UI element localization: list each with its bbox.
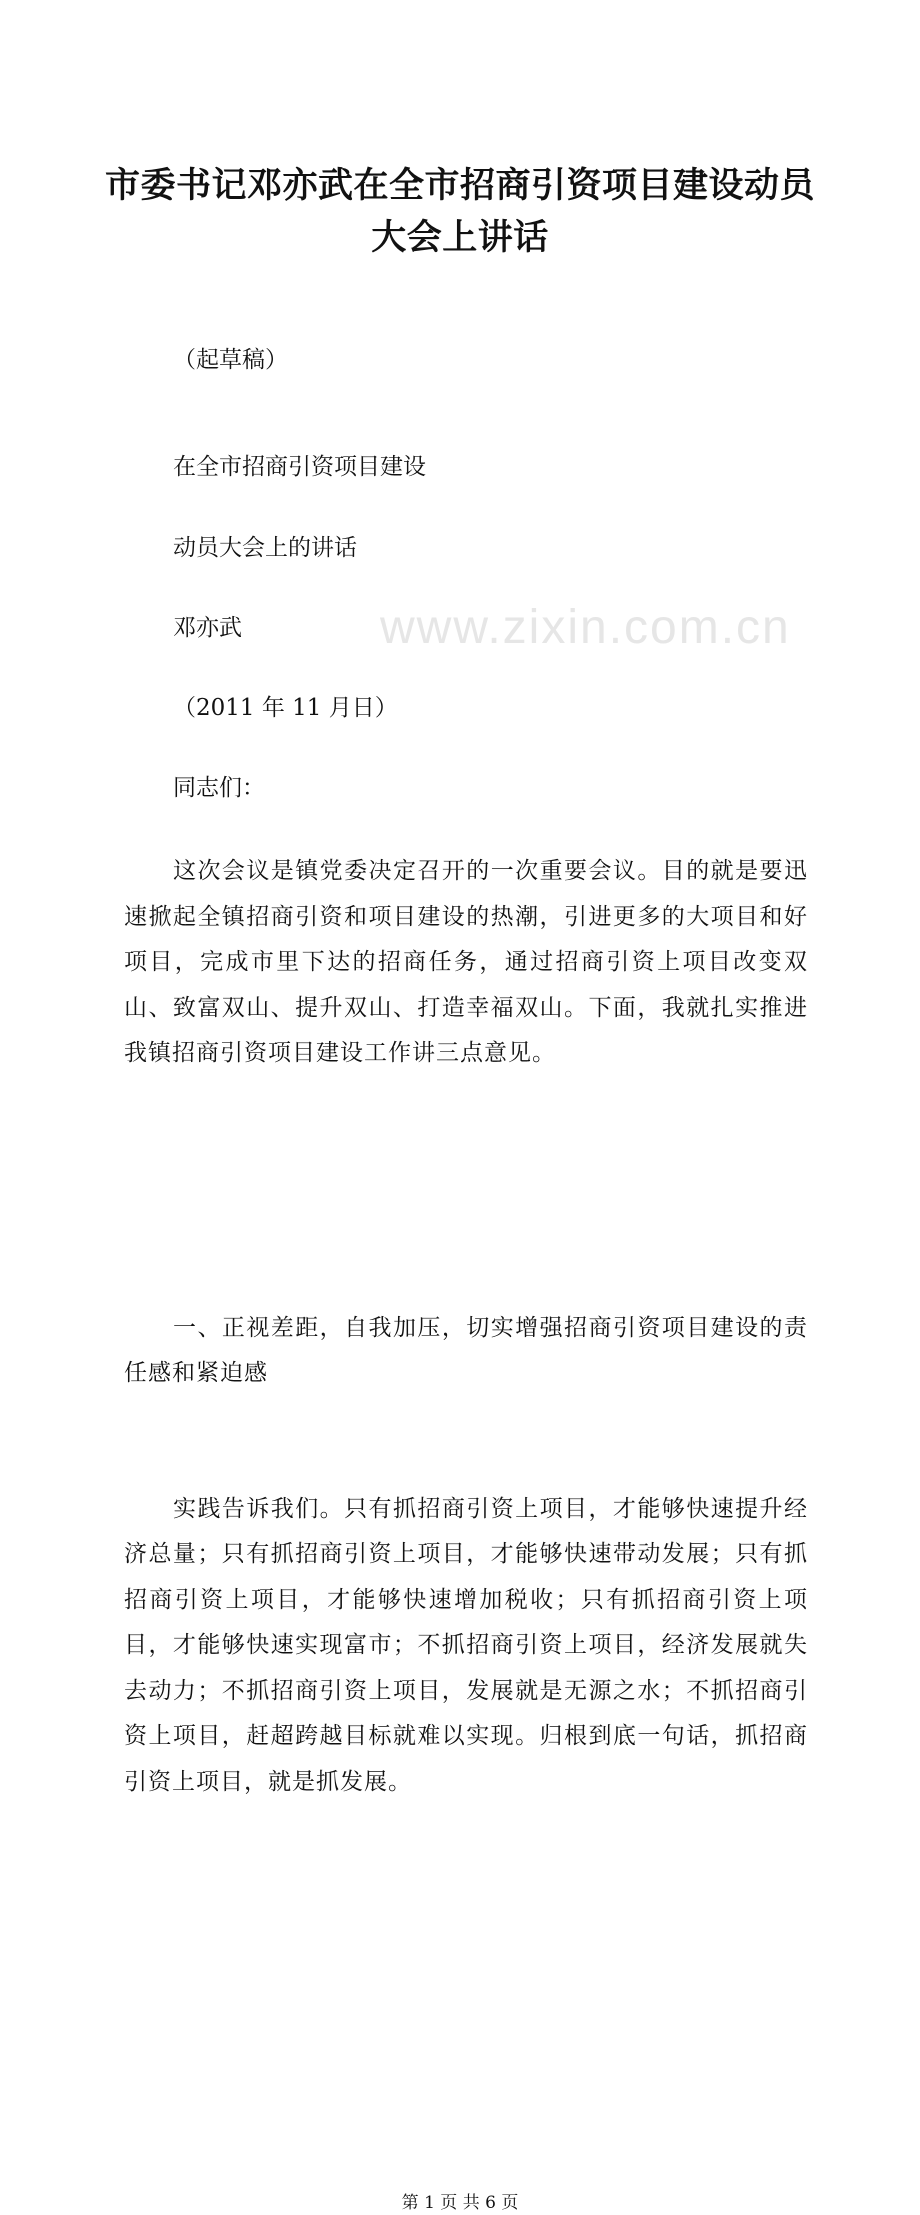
salutation: 同志们： (173, 775, 265, 801)
title-line-1: 市委书记邓亦武在全市招商引资项目建设动员 (104, 165, 815, 206)
document-title (90, 160, 830, 264)
speaker-name: 邓亦武 (173, 615, 242, 641)
watermark: www.zixin.com.cn (380, 601, 791, 654)
paragraph-intro: 这次会议是镇党委决定召开的一次重要会议。目的就是要迅速掀起全镇招商引资和项目建设的热潮，引进更多的大项目和好项目，完成市里下达的招商任务，通过招商引资上项目改变双山、致富双山、提升双山、打造幸福双山。下面，我就扎实推进我镇招商引资项目建设工作讲三点意见。 (124, 858, 808, 1066)
title-line-2: 大会上讲话 (371, 217, 549, 258)
paragraph-practice-clip (124, 1487, 808, 1851)
paragraph-practice: 实践告诉我们。只有抓招商引资上项目，才能够快速提升经济总量；只有抓招商引资上项目，才能够快速带动发展；只有抓招商引资上项目，才能够快速增加税收；只有抓招商引资上项目，才能够快速实现富市；不抓招商引资上项目，经济发展就失去动力；不抓招商引资上项目，发展就是无源之水；不抓招商引资上项目，赶超跨越目标就难以实现。归根到底一句话，抓招商引资上项目，就是抓发展。 (124, 1495, 808, 1795)
subtitle-line-1: 在全市招商引资项目建设 (173, 454, 426, 480)
speech-date: （2011 年 11 月日） (173, 695, 398, 721)
draft-note: （起草稿） (173, 347, 288, 373)
page-footer: 第 1 页 共 6 页 (401, 2192, 519, 2213)
section-heading-1: 一、正视差距，自我加压，切实增强招商引资项目建设的责任感和紧迫感 (124, 1314, 808, 1386)
subtitle-line-2: 动员大会上的讲话 (173, 535, 357, 561)
